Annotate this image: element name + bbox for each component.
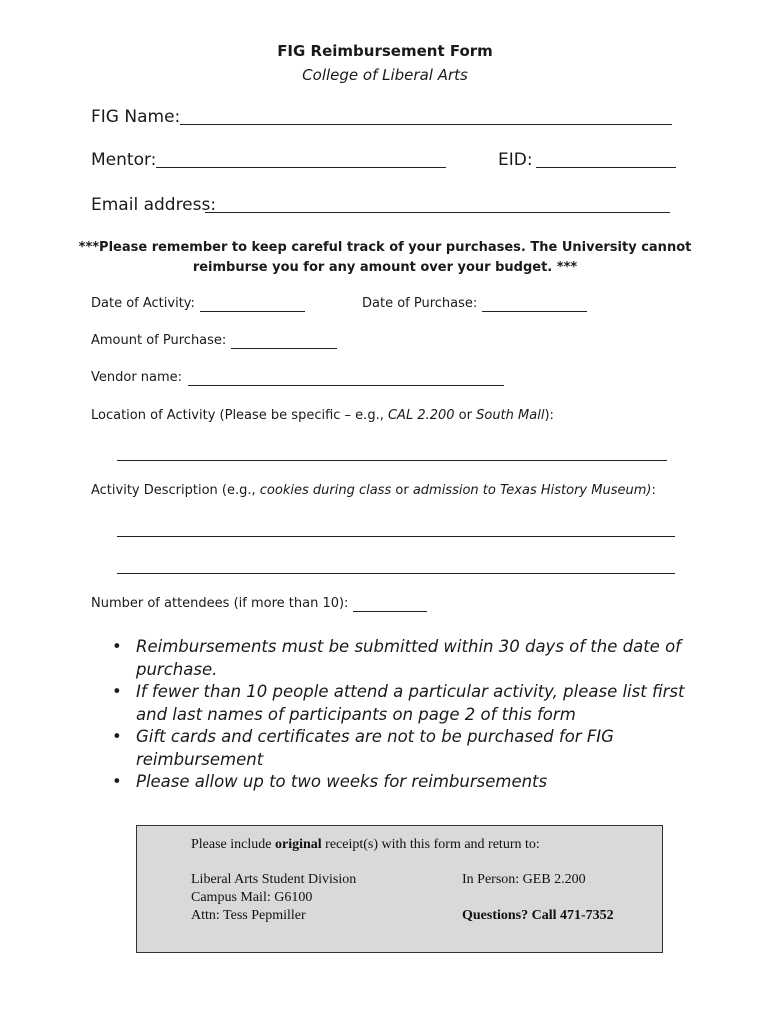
- budget-notice-line1: ***Please remember to keep careful track of your purchases. The University cannot: [78, 240, 692, 255]
- location-or: or: [454, 408, 477, 423]
- return-info-box: [136, 825, 663, 953]
- eid-line[interactable]: [536, 167, 676, 168]
- location-example-2: South Mall: [476, 408, 545, 423]
- list-item: • Reimbursements must be submitted within 30 days of the date of purchase.: [110, 636, 690, 681]
- list-item: • If fewer than 10 people attend a particular activity, please list first and last names of participants on page 2 of this form: [110, 681, 690, 726]
- date-of-activity-line[interactable]: [200, 311, 305, 312]
- attendees-label: Number of attendees (if more than 10):: [91, 596, 349, 611]
- in-person-location: In Person: GEB 2.200: [462, 872, 586, 887]
- activity-example-2: admission to Texas History Museum): [412, 483, 652, 498]
- mentor-line[interactable]: [156, 167, 446, 168]
- location-label: [91, 408, 554, 423]
- activity-line-2[interactable]: [117, 573, 675, 574]
- activity-label-text: Activity Description (e.g.,: [91, 483, 260, 498]
- instructions-list: [110, 636, 690, 794]
- fig-name-line[interactable]: [180, 124, 672, 125]
- address-line-1: Liberal Arts Student Division: [191, 872, 357, 887]
- activity-example-1: cookies during class: [259, 483, 392, 498]
- list-item: • Gift cards and certificates are not to be purchased for FIG reimbursement: [110, 726, 690, 771]
- location-label-text: Location of Activity (Please be specific – e.g.,: [91, 408, 388, 423]
- amount-line[interactable]: [231, 348, 337, 349]
- return-intro-after: receipt(s) with this form and return to:: [321, 837, 540, 852]
- return-intro-before: Please include: [191, 837, 275, 852]
- address-line-3: Attn: Tess Pepmiller: [191, 908, 306, 923]
- activity-label: [91, 483, 656, 498]
- date-of-purchase-label: Date of Purchase:: [362, 296, 478, 311]
- email-line[interactable]: [205, 212, 670, 213]
- form-title: FIG Reimbursement Form: [277, 42, 493, 60]
- form-subtitle: College of Liberal Arts: [302, 66, 468, 84]
- location-suffix: ):: [544, 408, 554, 423]
- location-example-1: CAL 2.200: [387, 408, 455, 423]
- fig-name-label: FIG Name:: [91, 107, 181, 127]
- vendor-label: Vendor name:: [91, 370, 183, 385]
- eid-label: EID:: [498, 150, 533, 170]
- activity-or: or: [391, 483, 413, 498]
- address-line-2: Campus Mail: G6100: [191, 890, 313, 905]
- vendor-line[interactable]: [188, 385, 504, 386]
- amount-label: Amount of Purchase:: [91, 333, 227, 348]
- list-item: • Please allow up to two weeks for reimbursements: [110, 771, 690, 794]
- date-of-activity-label: Date of Activity:: [91, 296, 195, 311]
- attendees-line[interactable]: [353, 611, 427, 612]
- date-of-purchase-line[interactable]: [482, 311, 587, 312]
- return-intro-bold: original: [274, 837, 322, 852]
- budget-notice-line2: reimburse you for any amount over your budget. ***: [192, 260, 578, 275]
- questions-phone: Questions? Call 471-7352: [462, 908, 614, 923]
- activity-line-1[interactable]: [117, 536, 675, 537]
- return-intro: [191, 837, 540, 853]
- email-label: Email address:: [91, 195, 217, 215]
- mentor-label: Mentor:: [91, 150, 157, 170]
- budget-notice: [0, 238, 770, 278]
- location-line[interactable]: [117, 460, 667, 461]
- activity-suffix: :: [651, 483, 656, 498]
